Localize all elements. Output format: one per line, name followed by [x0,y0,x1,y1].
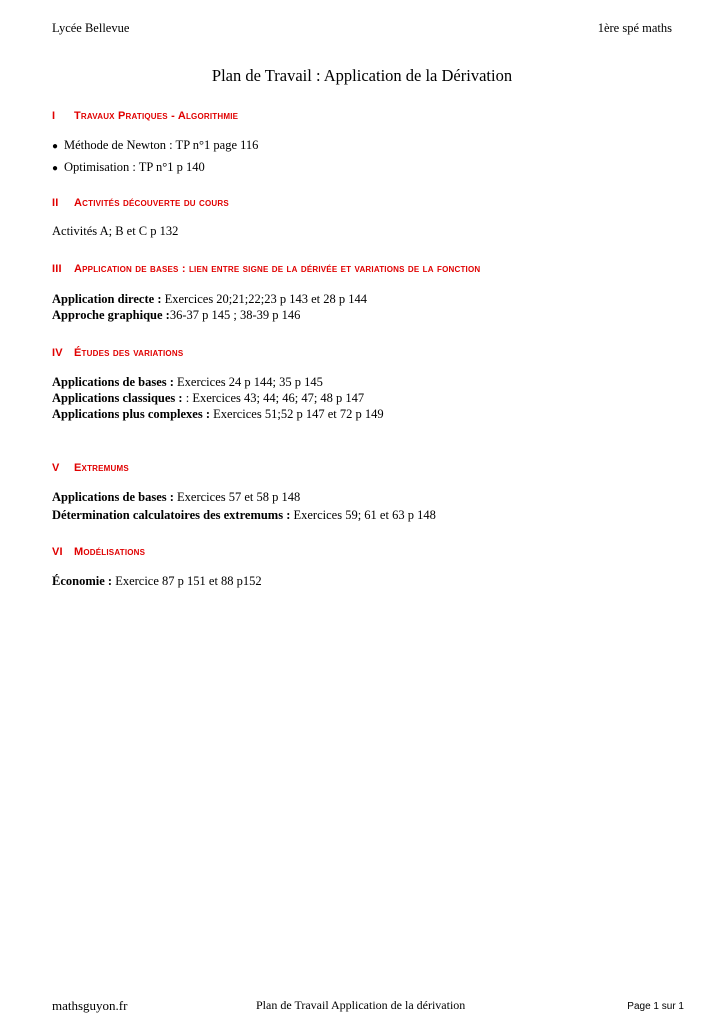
exercise-text: Exercices 24 p 144; 35 p 145 [173,375,323,389]
exercise-line [52,490,300,505]
footer-page-number: Page 1 sur 1 [627,1001,684,1012]
exercise-line [52,308,300,323]
exercise-line [52,375,323,390]
page-title: Plan de Travail : Application de la Dérivation [211,66,513,85]
exercise-text: Exercices 59; 61 et 63 p 148 [290,508,436,522]
exercise-line [52,292,367,307]
section-heading-6 [52,546,684,558]
section-heading-2 [52,197,684,209]
footer-site: mathsguyon.fr [52,998,128,1013]
list-item-text: Méthode de Newton : TP n°1 page 116 [64,138,259,152]
footer-doc-title: Plan de Travail Application de la dérivation [256,998,466,1012]
section-heading-5 [52,462,684,474]
list-item [52,160,205,175]
exercise-text: Exercices 57 et 58 p 148 [177,490,301,504]
section-heading-4 [52,347,684,359]
exercise-text: Exercice 87 p 151 et 88 p152 [112,574,262,588]
exercise-line [52,407,384,422]
list-item [52,138,258,153]
section-number: VI [52,546,63,558]
paragraph: Activités A; B et C p 132 [52,224,179,238]
header-school: Lycée Bellevue [52,21,130,35]
exercise-label: Approche graphique : [52,308,170,322]
exercise-label: Détermination calculatoires des extremums : [52,508,291,522]
section-title: Études des variations [74,347,184,359]
exercise-line [52,391,364,406]
section-number: I [52,110,56,122]
exercise-label: Applications plus complexes : [52,407,211,421]
section-title: Extremums [74,462,129,474]
exercise-label: Applications de bases : [52,375,174,389]
section-heading-3 [52,263,684,275]
exercise-label: Applications classiques : [52,391,186,405]
exercise-text: : Exercices 43; 44; 46; 47; 48 p 147 [185,391,365,405]
exercise-line [52,508,436,523]
list-item-text: Optimisation : TP n°1 p 140 [64,160,205,174]
exercise-label: Économie : [52,574,113,588]
exercise-text: 36-37 p 145 ; 38-39 p 146 [169,308,301,322]
bullet-icon: ● [52,141,59,152]
section-heading-1 [52,110,684,122]
section-title: Modélisations [74,546,146,558]
exercise-label: Application directe : [52,292,162,306]
bullet-icon: ● [52,163,59,174]
section-number: II [52,197,59,209]
section-title: Application de bases : lien entre signe de la dérivée et variations de la fonction [74,263,481,275]
exercise-line [52,574,262,589]
section-number: III [52,263,62,275]
exercise-text: Exercices 20;21;22;23 p 143 et 28 p 144 [161,292,368,306]
exercise-text: Exercices 51;52 p 147 et 72 p 149 [210,407,384,421]
section-title: Travaux Pratiques - Algorithmie [74,110,239,122]
section-number: V [52,462,60,474]
section-number: IV [52,347,63,359]
section-title: Activités découverte du cours [74,197,229,209]
exercise-label: Applications de bases : [52,490,178,504]
header-class: 1ère spé maths [597,21,672,35]
